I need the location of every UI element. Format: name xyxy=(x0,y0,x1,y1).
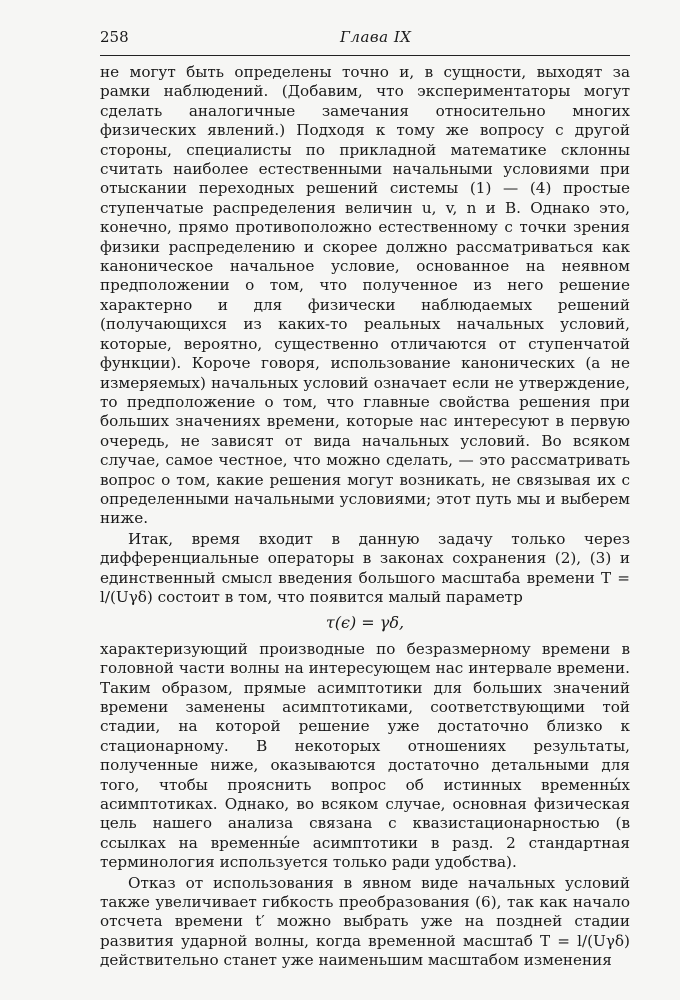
body-text xyxy=(100,63,630,971)
paragraph-2: Итак, время входит в данную задачу только через дифференциальные операторы в законах сохранения (2), (3) и единственный смысл введения большого масштаба времени T = l/(Uγδ) состоит в том, что появится малый параметр xyxy=(100,529,630,606)
paragraph-3: характеризующий производные по безразмерному времени в головной части волны на интересующем нас интервале времени. Таким образом, прямые асимптотики для больших значений времени заменены асимптотиками, соответствующими той стадии, на которой решение уже достаточно близко к стационарному. В некоторых отношениях результаты, полученные ниже, оказываются достаточно детальными для того, чтобы прояснить вопрос об истинных временны́х асимптотиках. Однако, во всяком случае, основная физическая цель нашего анализа связана с квазистационарностью (в ссылках на временны́е асимптотики в разд. 2 стандартная терминология используется только ради удобства). xyxy=(100,639,630,872)
chapter-title: Глава IX xyxy=(340,28,412,46)
page-number: 258 xyxy=(100,28,129,46)
header-divider xyxy=(100,55,630,56)
paragraph-1: не могут быть определены точно и, в сущности, выходят за рамки наблюдений. (Добавим, что экспериментаторы могут сделать аналогичные замечания относительно многих физических явлений.) Подходя к тому же вопросу с другой стороны, специалисты по прикладной математике склонны считать наиболее естественными начальными условиями при отыскании переходных решений системы (1) — (4) простые ступенчатые распределения величин u, v, n и B. Однако это, конечно, прямо противоположно естественному с точки зрения физики распределению и скорее должно рассматриваться как каноническое начальное условие, основанное на неявном предположении о том, что полученное из него решение характерно и для физически наблюдаемых решений (получающихся из каких-то реальных начальных условий, которые, вероятно, существенно отличаются от ступенчатой функции). Короче говоря, использование канонических (а не измеряемых) начальных условий означает если не утверждение, то предположение о том, что главные свойства решения при больших значениях времени, которые нас интересуют в первую очередь, не зависят от вида начальных условий. Во всяком случае, самое честное, что можно сделать, — это рассматривать вопрос о том, какие решения могут возникать, не связывая их с определенными начальными условиями; этот путь мы и выберем ниже. xyxy=(100,63,630,528)
paragraph-4: Отказ от использования в явном виде начальных условий также увеличивает гибкость преобразования (6), так как начало отсчета времени t′ можно выбрать уже на поздней стадии развития ударной волны, когда временной масштаб T = l/(Uγδ) действительно станет уже наименьшим масштабом изменения xyxy=(100,873,630,970)
formula-tau: τ(ϵ) = γδ, xyxy=(325,613,405,633)
page-header xyxy=(100,24,630,50)
